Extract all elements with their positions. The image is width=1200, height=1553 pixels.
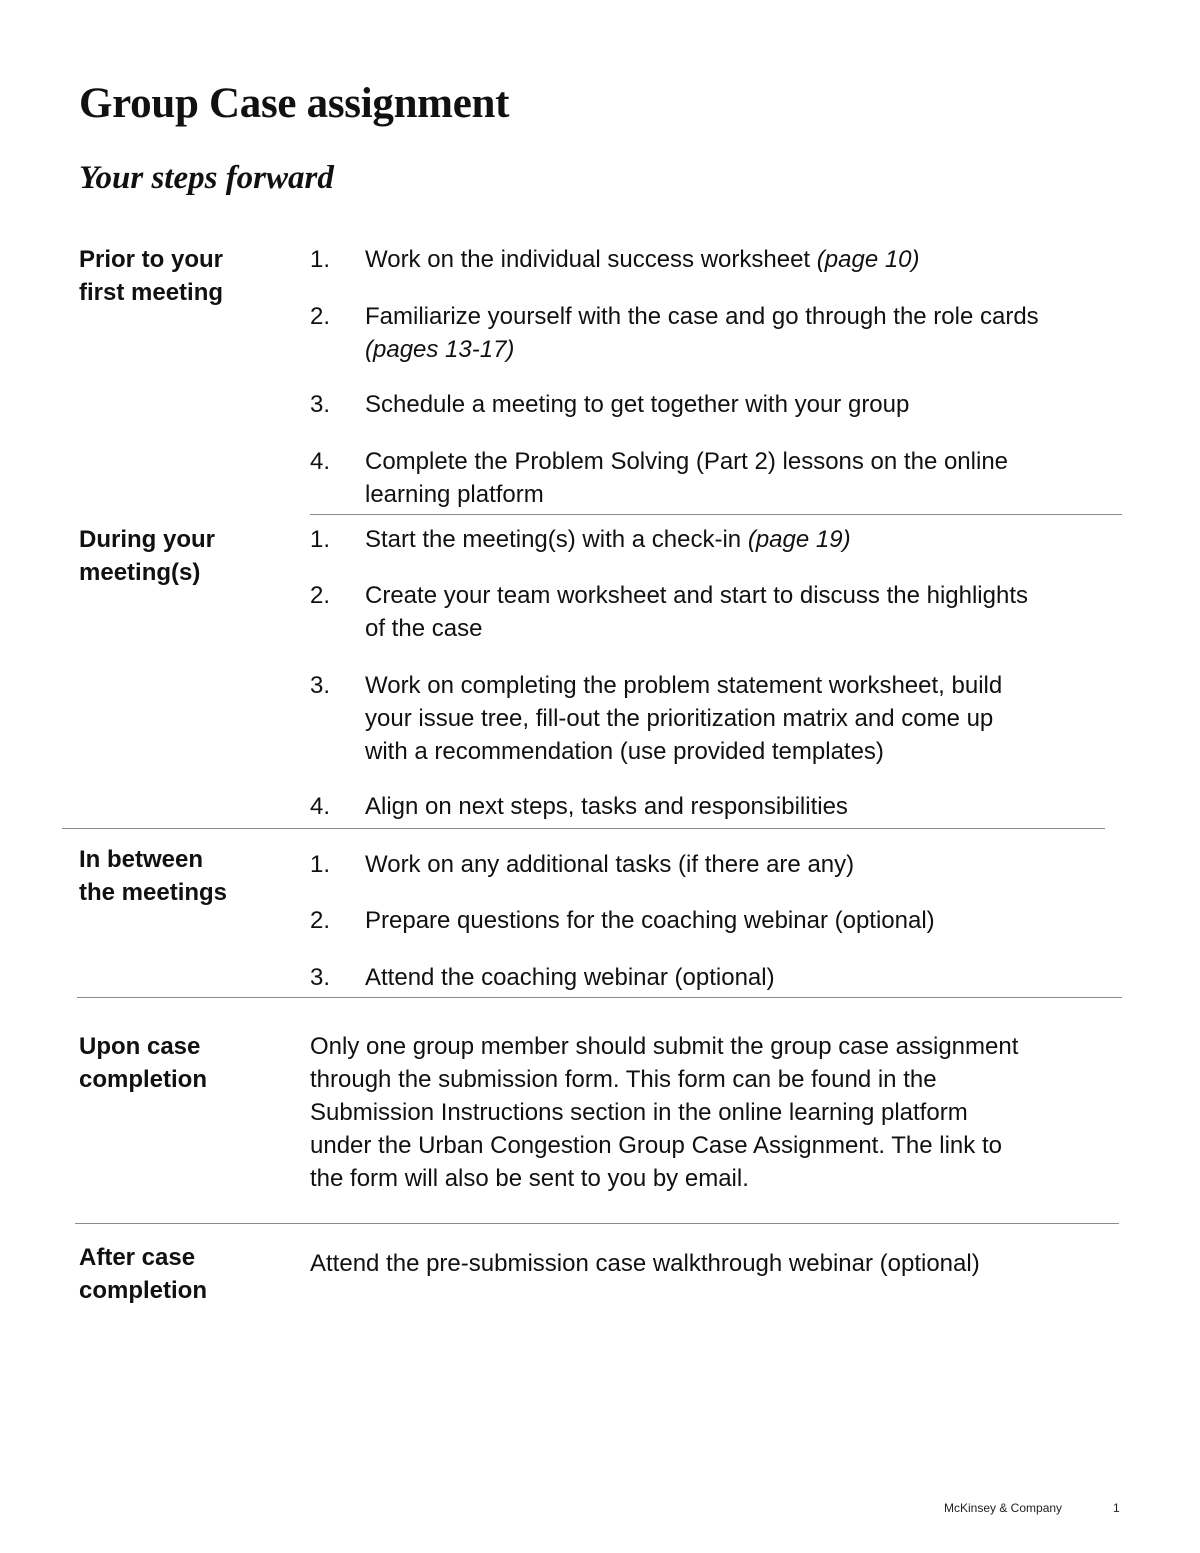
list-item-number: 1. (310, 246, 331, 273)
paragraph-line: through the submission form. This form can be found in the (310, 1066, 937, 1093)
list-item-text: Complete the Problem Solving (Part 2) lessons on the online (365, 448, 1009, 475)
list-item-text: your issue tree, fill-out the prioritization matrix and come up (365, 705, 994, 732)
list-item-number: 1. (310, 851, 331, 878)
section-label (79, 523, 269, 589)
list-item-text: Align on next steps, tasks and responsibilities (365, 793, 848, 820)
list-item-number: 2. (310, 303, 331, 330)
list-item-text: learning platform (365, 481, 544, 508)
list-item-number: 1. (310, 526, 331, 553)
submission-paragraph (310, 1030, 1130, 1195)
section-label-line: meeting(s) (79, 559, 201, 586)
section-label-line: Upon case (79, 1033, 201, 1060)
list-item-number: 4. (310, 793, 331, 820)
footer-company: McKinsey & Company (944, 1501, 1063, 1515)
section-label (79, 243, 269, 309)
paragraph-line: Attend the pre-submission case walkthrough webinar (optional) (310, 1250, 980, 1277)
list-item-text: Work on completing the problem statement worksheet, build (365, 672, 1003, 699)
page-number: 1 (1113, 1501, 1120, 1515)
section-divider (310, 514, 1122, 515)
section-label-line: completion (79, 1277, 208, 1304)
page-reference: (page 10) (816, 246, 920, 273)
list-item-number: 3. (310, 964, 331, 991)
list-item-text: Prepare questions for the coaching webinar (optional) (365, 907, 935, 934)
section-label-line: In between (79, 846, 204, 873)
section-divider (62, 828, 1105, 829)
list-item-number: 2. (310, 582, 331, 609)
paragraph-line: Only one group member should submit the group case assignment (310, 1033, 1019, 1060)
list-item-text: Familiarize yourself with the case and go through the role cards (365, 303, 1039, 330)
page-subtitle: Your steps forward (79, 160, 334, 196)
page-reference: (page 19) (747, 526, 851, 553)
page-title: Group Case assignment (79, 80, 510, 127)
paragraph-line: the form will also be sent to you by email. (310, 1165, 749, 1192)
section-label-line: After case (79, 1244, 196, 1271)
page-reference: (pages 13-17) (365, 336, 515, 363)
section-label-line: completion (79, 1066, 208, 1093)
section-label (79, 1030, 269, 1096)
list-item-number: 3. (310, 391, 331, 418)
webinar-paragraph (310, 1247, 1130, 1280)
paragraph-line: under the Urban Congestion Group Case Assignment. The link to (310, 1132, 1002, 1159)
list-item-number: 3. (310, 672, 331, 699)
list-item-text: Work on the individual success worksheet (365, 246, 817, 273)
list-item-number: 2. (310, 907, 331, 934)
list-item-text: with a recommendation (use provided templates) (365, 738, 884, 765)
list-item-number: 4. (310, 448, 331, 475)
section-label (79, 1241, 269, 1307)
list-item-text: of the case (365, 615, 483, 642)
list-item-text: Schedule a meeting to get together with your group (365, 391, 910, 418)
section-label-line: first meeting (79, 279, 224, 306)
list-item-text: Attend the coaching webinar (optional) (365, 964, 775, 991)
section-label-line: Prior to your (79, 246, 224, 273)
section-label-line: the meetings (79, 879, 228, 906)
section-divider (75, 1223, 1119, 1224)
section-label (79, 843, 269, 909)
list-item-text: Create your team worksheet and start to discuss the highlights (365, 582, 1028, 609)
list-item-text: Start the meeting(s) with a check-in (365, 526, 748, 553)
section-label-line: During your (79, 526, 215, 553)
paragraph-line: Submission Instructions section in the online learning platform (310, 1099, 968, 1126)
section-divider (77, 997, 1122, 998)
list-item-text: Work on any additional tasks (if there are any) (365, 851, 855, 878)
